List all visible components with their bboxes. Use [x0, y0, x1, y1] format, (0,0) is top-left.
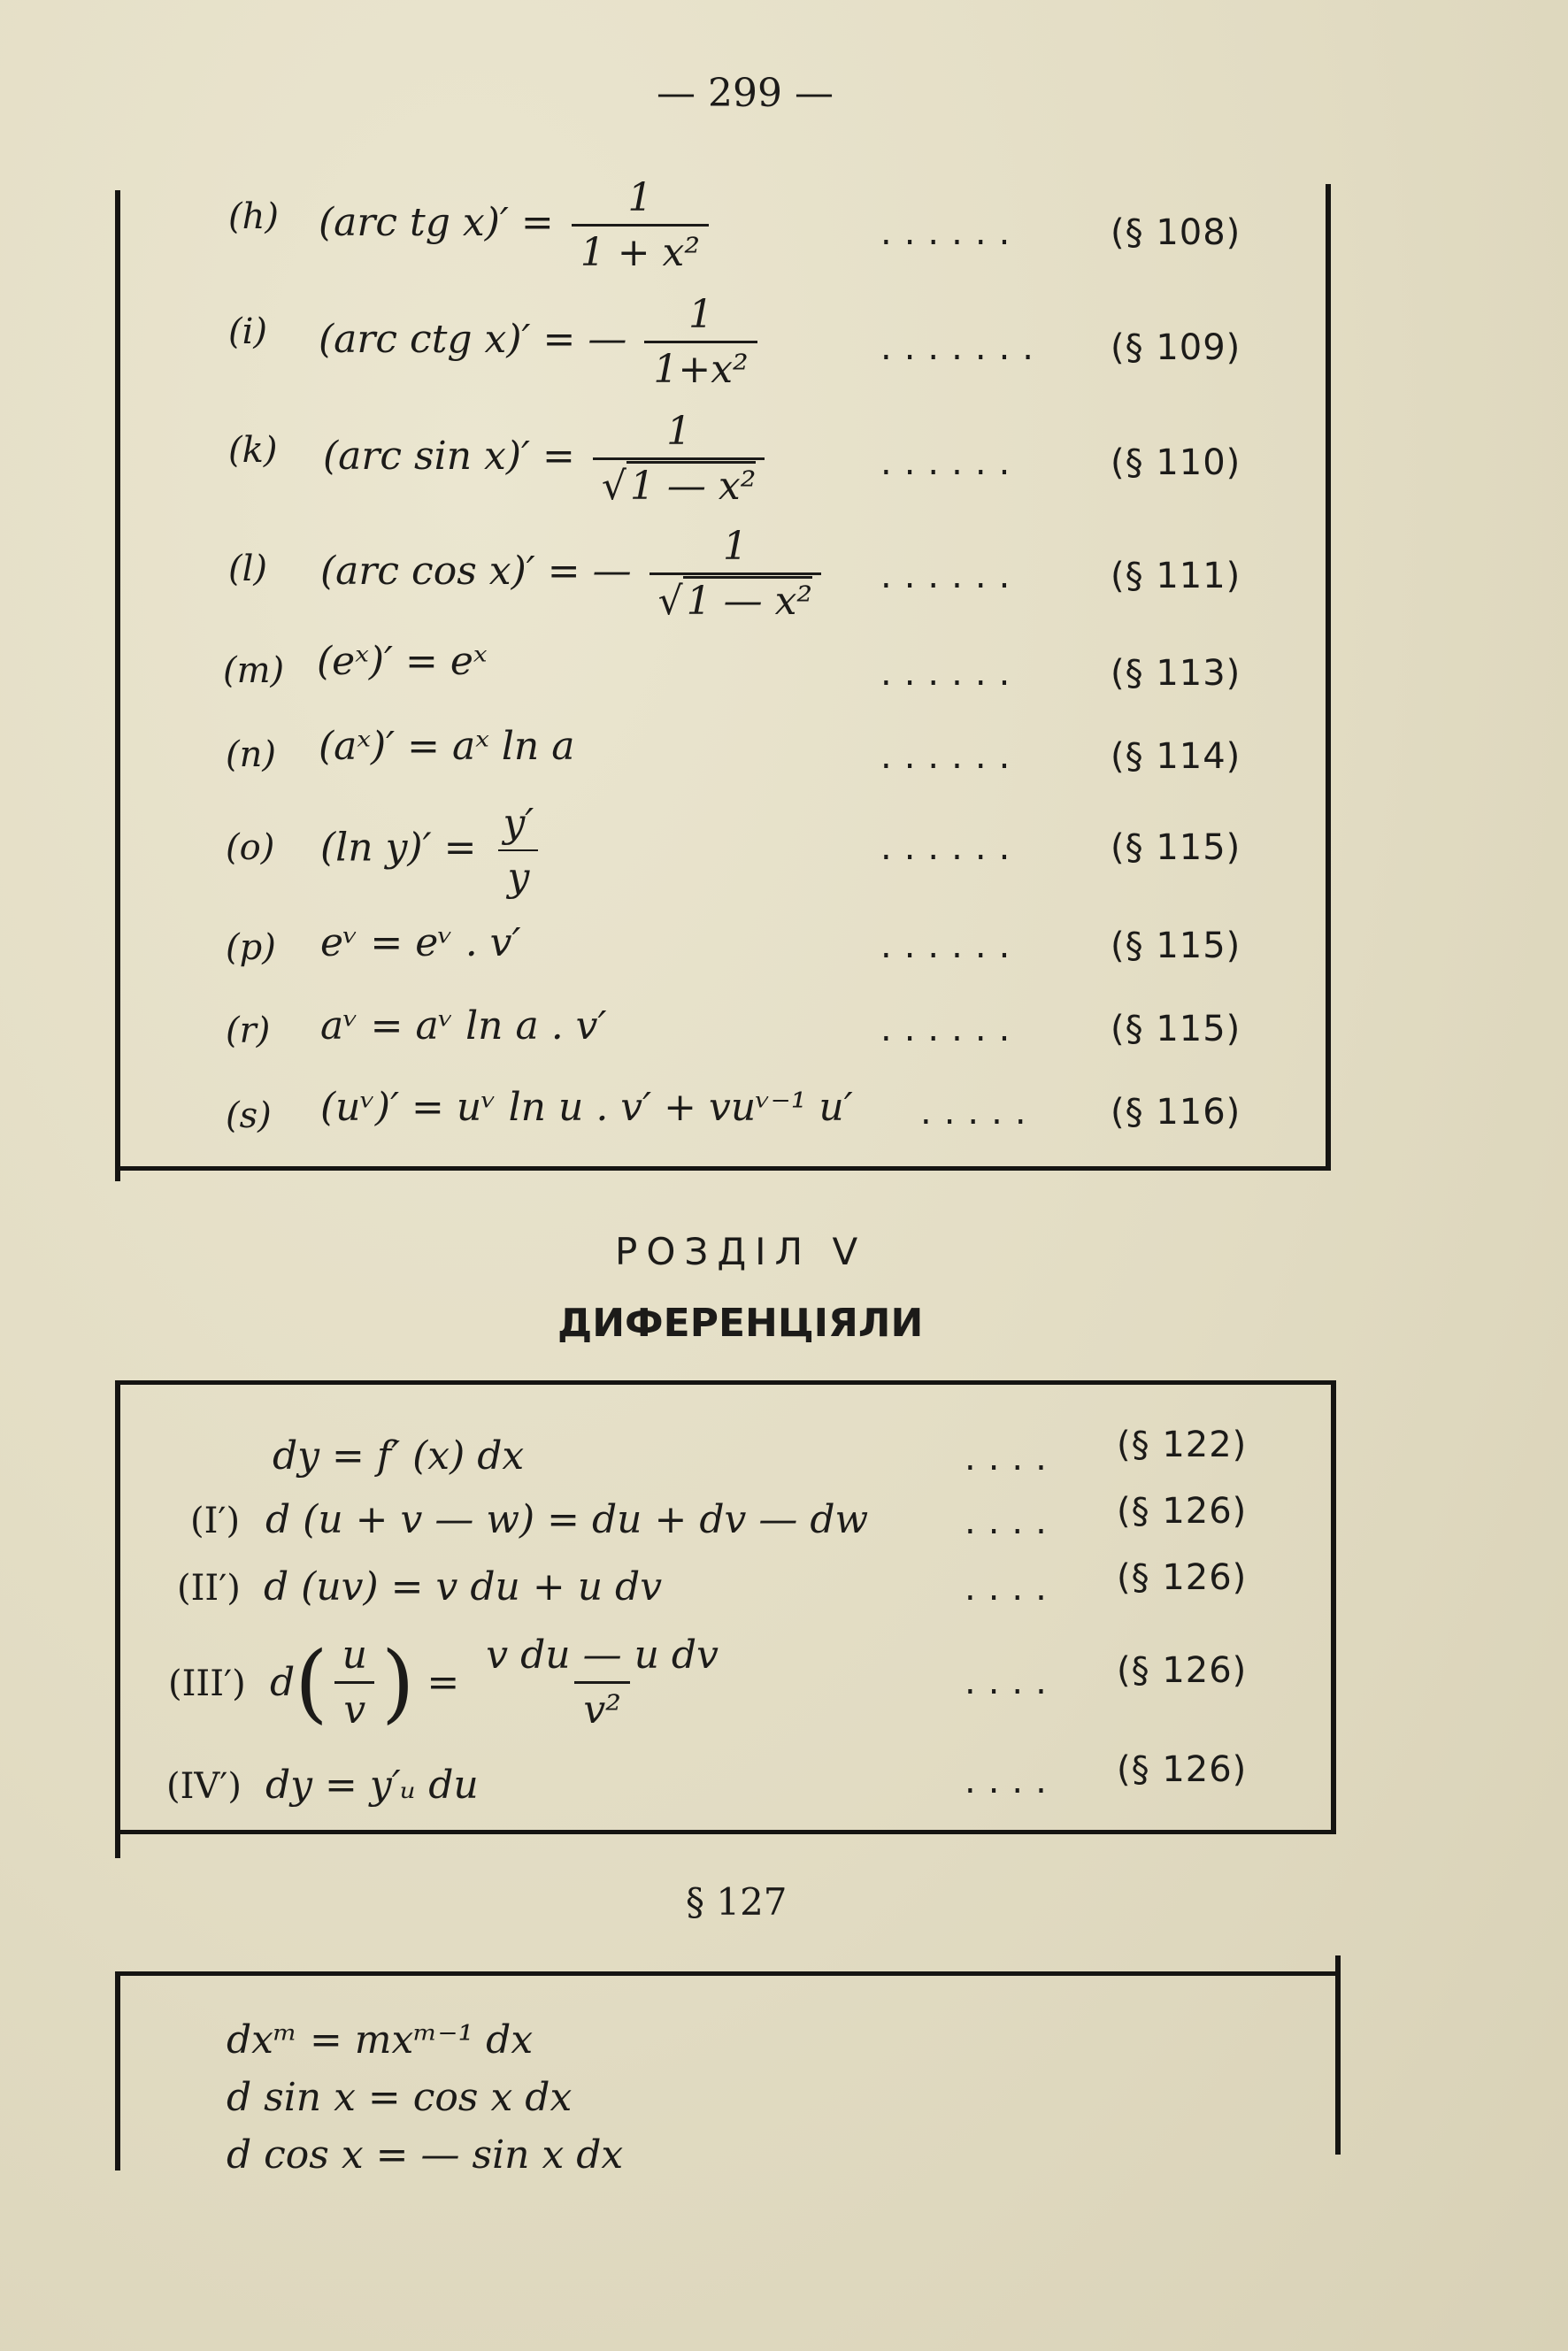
- formula-h: [319, 175, 714, 275]
- formula-label-s: (s): [226, 1095, 272, 1136]
- formula-label-r: (r): [226, 1010, 271, 1051]
- formula-III: [270, 1633, 733, 1733]
- formula-label-o: (o): [226, 827, 275, 868]
- formula-i-denominator: 1+x²: [644, 341, 757, 392]
- formula-o: [320, 801, 548, 900]
- leader-dots-b2-1: ....: [965, 1502, 1059, 1542]
- formula-III-numerator: v du — u dv: [486, 1633, 719, 1678]
- formula-h-numerator: 1: [627, 175, 653, 220]
- formula-III-inner-denominator: v: [334, 1681, 374, 1733]
- cosine-differential: d cos x = — sin x dx: [227, 2132, 624, 2178]
- box2-bottom-border: [115, 1830, 1336, 1834]
- formula-label-i: (i): [228, 311, 268, 352]
- formula-label-n: (n): [226, 734, 276, 775]
- formula-k: [323, 409, 770, 509]
- formula-label-I: (I′): [190, 1501, 241, 1541]
- leader-dots-b2-0: ....: [965, 1438, 1059, 1479]
- formula-III-inner-numerator: u: [342, 1633, 367, 1678]
- leader-dots-r: ......: [880, 1009, 1023, 1049]
- section-ref-b2-1: (§ 126): [1117, 1491, 1248, 1532]
- section-ref-m: (§ 113): [1111, 653, 1241, 694]
- box3-left-border: [115, 1971, 120, 2170]
- section-heading: § 127: [686, 1880, 788, 1924]
- formula-II: d (uv) = v du + u dv: [264, 1564, 663, 1610]
- page-number: — 299 —: [657, 71, 834, 116]
- box3-right-border: [1335, 1955, 1341, 2155]
- formula-n: (aˣ)′ = aˣ ln a: [319, 724, 575, 769]
- formula-IV: dy = y′ᵤ du: [265, 1763, 479, 1808]
- chapter-title: ДИФЕРЕНЦІЯЛИ: [557, 1301, 924, 1346]
- box1-left-border: [115, 190, 120, 1181]
- section-ref-p: (§ 115): [1111, 926, 1241, 966]
- sqrt-sign-icon: √: [657, 579, 683, 624]
- formula-k-numerator: 1: [666, 409, 692, 454]
- formula-l-numerator: 1: [722, 524, 748, 569]
- leader-dots-i: .......: [880, 327, 1047, 368]
- formula-label-h: (h): [228, 196, 279, 237]
- section-ref-b2-2: (§ 126): [1117, 1557, 1248, 1598]
- formula-p: eᵛ = eᵛ . v′: [320, 920, 521, 965]
- formula-o-numerator: y′: [503, 801, 534, 846]
- formula-o-fraction: [494, 801, 542, 900]
- box2-left-border: [115, 1380, 120, 1858]
- formula-III-fraction: [477, 1633, 727, 1733]
- leader-dots-l: ......: [880, 556, 1023, 596]
- section-ref-b2-4: (§ 126): [1117, 1749, 1248, 1790]
- formula-l-denominator: √1 — x²: [649, 572, 821, 624]
- formula-label-II: (II′): [177, 1568, 241, 1609]
- formula-h-denominator: 1 + x²: [572, 224, 709, 275]
- formula-l-fraction: [649, 524, 821, 624]
- sqrt-sign-icon: √: [601, 464, 626, 509]
- section-ref-o: (§ 115): [1111, 827, 1241, 868]
- leader-dots-o: ......: [880, 827, 1023, 868]
- section-ref-r: (§ 115): [1111, 1009, 1241, 1049]
- section-ref-i: (§ 109): [1111, 327, 1241, 368]
- leader-dots-b2-4: ....: [965, 1761, 1059, 1802]
- section-ref-b2-3: (§ 126): [1117, 1650, 1248, 1691]
- section-ref-n: (§ 114): [1111, 736, 1241, 777]
- leader-dots-m: ......: [880, 653, 1023, 694]
- formula-III-lhs: d: [270, 1660, 296, 1705]
- section-ref-s: (§ 116): [1111, 1092, 1241, 1133]
- leader-dots-s: .....: [920, 1092, 1039, 1133]
- formula-l-lhs: (arc cos x)′ = —: [320, 549, 632, 594]
- section-ref-k: (§ 110): [1111, 442, 1241, 483]
- formula-k-lhs: (arc sin x)′ =: [323, 434, 575, 479]
- leader-dots-k: ......: [880, 442, 1023, 483]
- leader-dots-b2-3: ....: [965, 1662, 1059, 1702]
- formula-label-III: (III′): [168, 1663, 246, 1704]
- formula-h-fraction: [572, 175, 709, 275]
- formula-i-lhs: (arc ctg x)′ = —: [319, 317, 627, 362]
- formula-l: [320, 524, 826, 624]
- formula-III-equals: =: [414, 1660, 473, 1705]
- left-paren-icon: (: [295, 1633, 328, 1733]
- formula-o-lhs: (ln y)′ =: [320, 825, 477, 871]
- leader-dots-n: ......: [880, 736, 1023, 777]
- chapter-number: РОЗДІЛ V: [615, 1230, 867, 1273]
- section-ref-l: (§ 111): [1111, 556, 1241, 596]
- right-paren-icon: ): [380, 1633, 415, 1733]
- formula-i: [319, 292, 763, 392]
- formula-label-l: (l): [228, 549, 268, 589]
- box2-top-border: [115, 1380, 1336, 1385]
- power-differential: dxᵐ = mxᵐ⁻¹ dx: [227, 2017, 534, 2063]
- section-ref-b2-0: (§ 122): [1117, 1425, 1248, 1465]
- box2-right-border: [1331, 1380, 1336, 1832]
- box3-top-border: [115, 1971, 1341, 1976]
- formula-k-denominator: √1 — x²: [593, 457, 765, 509]
- leader-dots-p: ......: [880, 926, 1023, 966]
- leader-dots-h: ......: [880, 212, 1023, 253]
- formula-o-denominator: y: [498, 849, 538, 900]
- formula-III-denominator: v²: [574, 1681, 630, 1733]
- formula-label-p: (p): [226, 927, 276, 968]
- formula-III-inner-fraction: [334, 1633, 376, 1733]
- formula-I: d (u + v — w) = du + dv — dw: [265, 1497, 869, 1542]
- formula-label-k: (k): [228, 430, 278, 471]
- differential-definition: dy = f′ (x) dx: [273, 1433, 525, 1479]
- formula-h-lhs: (arc tg x)′ =: [319, 200, 554, 245]
- leader-dots-b2-2: ....: [965, 1568, 1059, 1609]
- formula-r: aᵛ = aᵛ ln a . v′: [320, 1003, 607, 1049]
- section-ref-h: (§ 108): [1111, 212, 1241, 253]
- formula-k-fraction: [593, 409, 765, 509]
- box1-right-border: [1326, 184, 1331, 1166]
- sine-differential: d sin x = cos x dx: [227, 2075, 573, 2120]
- formula-m: (eˣ)′ = eˣ: [317, 639, 488, 684]
- formula-label-IV: (IV′): [166, 1766, 242, 1807]
- formula-s: (uᵛ)′ = uᵛ ln u . v′ + vuᵛ⁻¹ u′: [320, 1085, 853, 1130]
- box1-bottom-border: [115, 1166, 1331, 1171]
- formula-i-numerator: 1: [688, 292, 714, 337]
- formula-i-fraction: [644, 292, 757, 392]
- formula-label-m: (m): [223, 650, 285, 691]
